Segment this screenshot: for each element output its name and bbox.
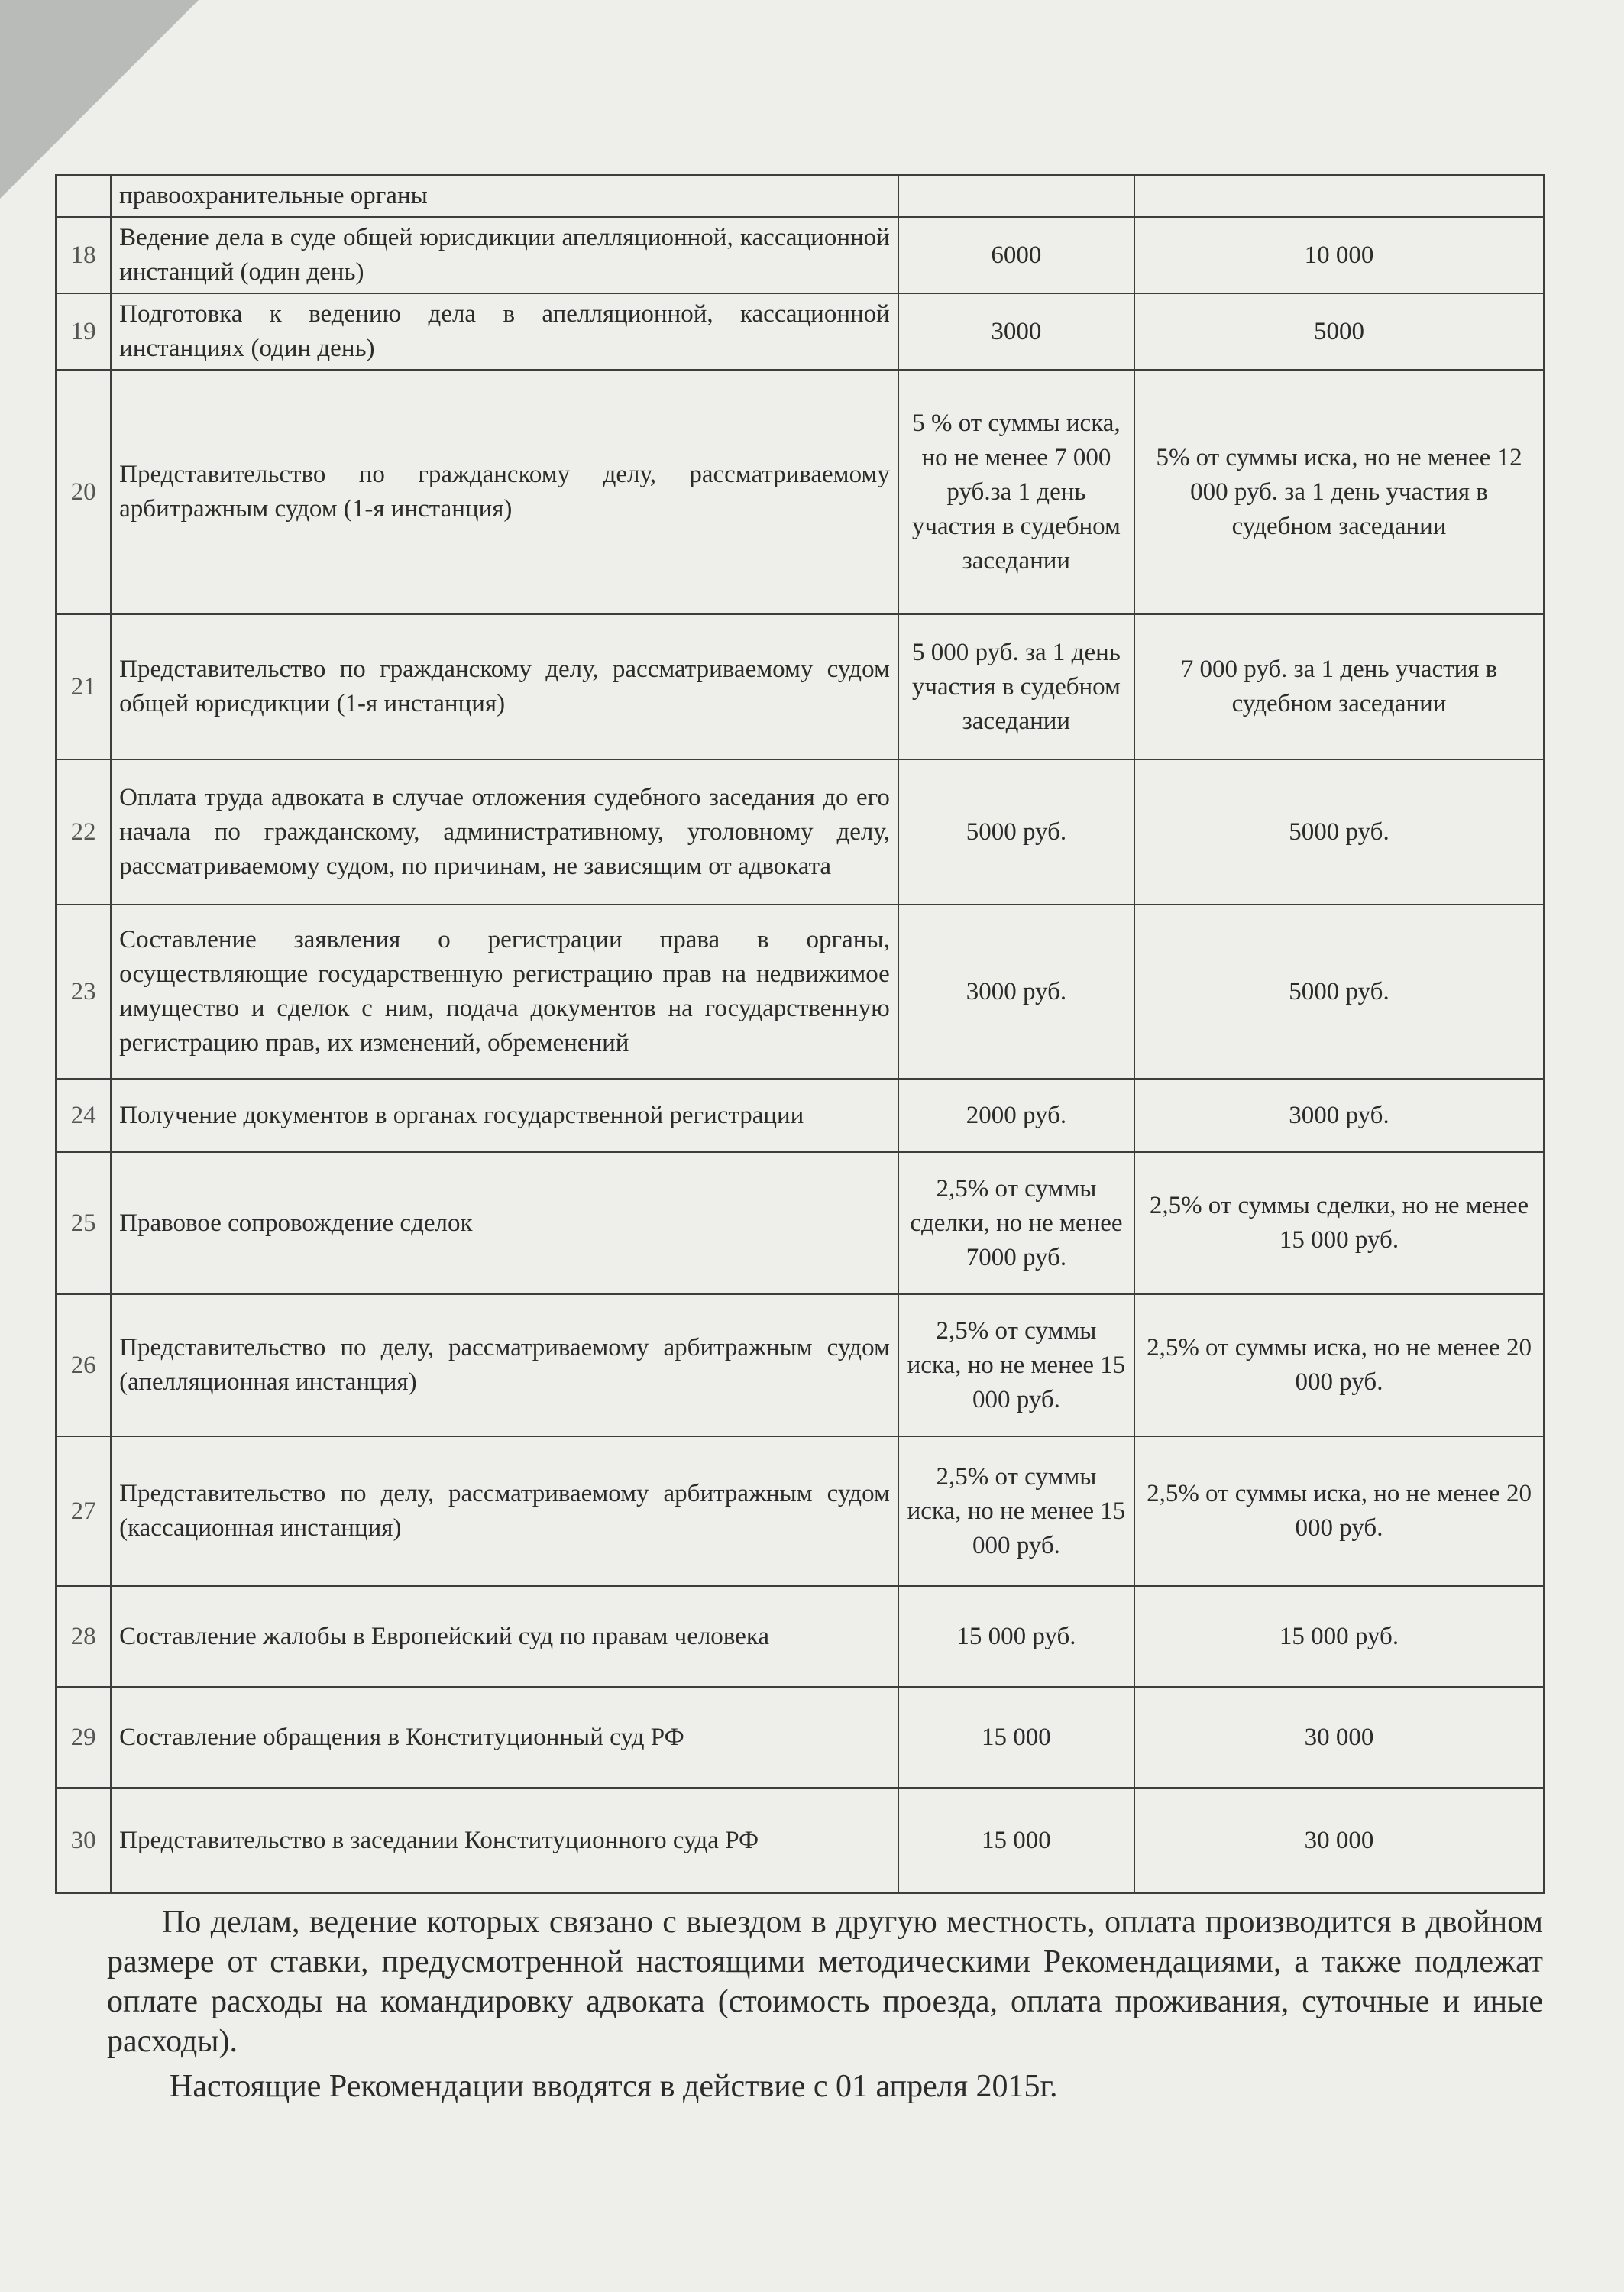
- rate-a: 6000: [898, 217, 1134, 293]
- table-row: [56, 1788, 1544, 1893]
- rate-a: 5 % от суммы иска, но не менее 7 000 руб.за 1 день участия в судебном заседании: [898, 370, 1134, 614]
- rate-a: 2,5% от суммы иска, но не менее 15 000 руб.: [898, 1436, 1134, 1586]
- row-number: 27: [56, 1436, 111, 1586]
- table-row: [56, 1152, 1544, 1294]
- row-number: 22: [56, 759, 111, 905]
- table-row: [56, 175, 1544, 217]
- fee-table: [55, 174, 1545, 1894]
- table-row: [56, 1586, 1544, 1687]
- effective-date-paragraph: Настоящие Рекомендации вводятся в действие с 01 апреля 2015г.: [170, 2069, 1058, 2104]
- service-description: Представительство по делу, рассматриваемому арбитражным судом (кассационная инстанция): [111, 1436, 898, 1586]
- service-description: Составление жалобы в Европейский суд по правам человека: [111, 1586, 898, 1687]
- rate-b: 3000 руб.: [1134, 1079, 1544, 1152]
- row-number: 29: [56, 1687, 111, 1788]
- service-description: Ведение дела в суде общей юрисдикции апелляционной, кассационной инстанций (один день): [111, 217, 898, 293]
- service-description: Составление заявления о регистрации права в органы, осуществляющие государственную регистрацию прав на недвижимое имущество и сделок с ним, подача документов на государственную регистрацию прав, их изменений, обременений: [111, 905, 898, 1079]
- rate-b: 30 000: [1134, 1788, 1544, 1893]
- service-description: Правовое сопровождение сделок: [111, 1152, 898, 1294]
- table-row: [56, 759, 1544, 905]
- rate-a: 15 000: [898, 1788, 1134, 1893]
- rate-b: 5000: [1134, 293, 1544, 370]
- service-description: Подготовка к ведению дела в апелляционной, кассационной инстанциях (один день): [111, 293, 898, 370]
- row-number: 23: [56, 905, 111, 1079]
- table-row: [56, 1687, 1544, 1788]
- row-number: 19: [56, 293, 111, 370]
- rate-a: 2000 руб.: [898, 1079, 1134, 1152]
- service-description: Представительство по делу, рассматриваемому арбитражным судом (апелляционная инстанция): [111, 1294, 898, 1436]
- service-description: Представительство в заседании Конституционного суда РФ: [111, 1788, 898, 1893]
- row-number: [56, 175, 111, 217]
- service-description: Оплата труда адвоката в случае отложения судебного заседания до его начала по гражданскому, административному, уголовному делу, рассматриваемому судом, по причинам, не зависящим от адвоката: [111, 759, 898, 905]
- table-row: [56, 1079, 1544, 1152]
- travel-expenses-paragraph: По делам, ведение которых связано с выездом в другую местность, оплата производится в двойном размере от ставки, предусмотренной настоящими методическими Рекомендациями, а также подлежат оплате расходы на командировку адвоката (стоимость проезда, оплата проживания, суточные и иные расходы).: [107, 1905, 1543, 2059]
- rate-a: 5 000 руб. за 1 день участия в судебном заседании: [898, 614, 1134, 759]
- service-description: Представительство по гражданскому делу, рассматриваемому судом общей юрисдикции (1-я инстанция): [111, 614, 898, 759]
- row-number: 28: [56, 1586, 111, 1687]
- service-description: Составление обращения в Конституционный суд РФ: [111, 1687, 898, 1788]
- rate-a: 5000 руб.: [898, 759, 1134, 905]
- table-row: [56, 1294, 1544, 1436]
- table-row: [56, 370, 1544, 614]
- table-row: [56, 614, 1544, 759]
- rate-b: 15 000 руб.: [1134, 1586, 1544, 1687]
- rate-a: 3000: [898, 293, 1134, 370]
- rate-a: [898, 175, 1134, 217]
- rate-b: 5% от суммы иска, но не менее 12 000 руб. за 1 день участия в судебном заседании: [1134, 370, 1544, 614]
- service-description: Представительство по гражданскому делу, рассматриваемому арбитражным судом (1-я инстанция): [111, 370, 898, 614]
- rate-b: 5000 руб.: [1134, 905, 1544, 1079]
- row-number: 30: [56, 1788, 111, 1893]
- rate-a: 2,5% от суммы сделки, но не менее 7000 руб.: [898, 1152, 1134, 1294]
- page-fold-corner: [0, 0, 199, 199]
- table-row: [56, 217, 1544, 293]
- rate-a: 15 000: [898, 1687, 1134, 1788]
- service-description: Получение документов в органах государственной регистрации: [111, 1079, 898, 1152]
- row-number: 24: [56, 1079, 111, 1152]
- row-number: 26: [56, 1294, 111, 1436]
- row-number: 18: [56, 217, 111, 293]
- rate-b: 2,5% от суммы иска, но не менее 20 000 руб.: [1134, 1436, 1544, 1586]
- row-number: 20: [56, 370, 111, 614]
- rate-b: 2,5% от суммы сделки, но не менее 15 000 руб.: [1134, 1152, 1544, 1294]
- row-number: 21: [56, 614, 111, 759]
- rate-a: 3000 руб.: [898, 905, 1134, 1079]
- rate-b: 10 000: [1134, 217, 1544, 293]
- rate-b: [1134, 175, 1544, 217]
- rate-b: 7 000 руб. за 1 день участия в судебном заседании: [1134, 614, 1544, 759]
- service-description: правоохранительные органы: [111, 175, 898, 217]
- rate-b: 5000 руб.: [1134, 759, 1544, 905]
- rate-a: 15 000 руб.: [898, 1586, 1134, 1687]
- rate-a: 2,5% от суммы иска, но не менее 15 000 руб.: [898, 1294, 1134, 1436]
- table-row: [56, 1436, 1544, 1586]
- rate-b: 2,5% от суммы иска, но не менее 20 000 руб.: [1134, 1294, 1544, 1436]
- table-row: [56, 293, 1544, 370]
- rate-b: 30 000: [1134, 1687, 1544, 1788]
- table-row: [56, 905, 1544, 1079]
- row-number: 25: [56, 1152, 111, 1294]
